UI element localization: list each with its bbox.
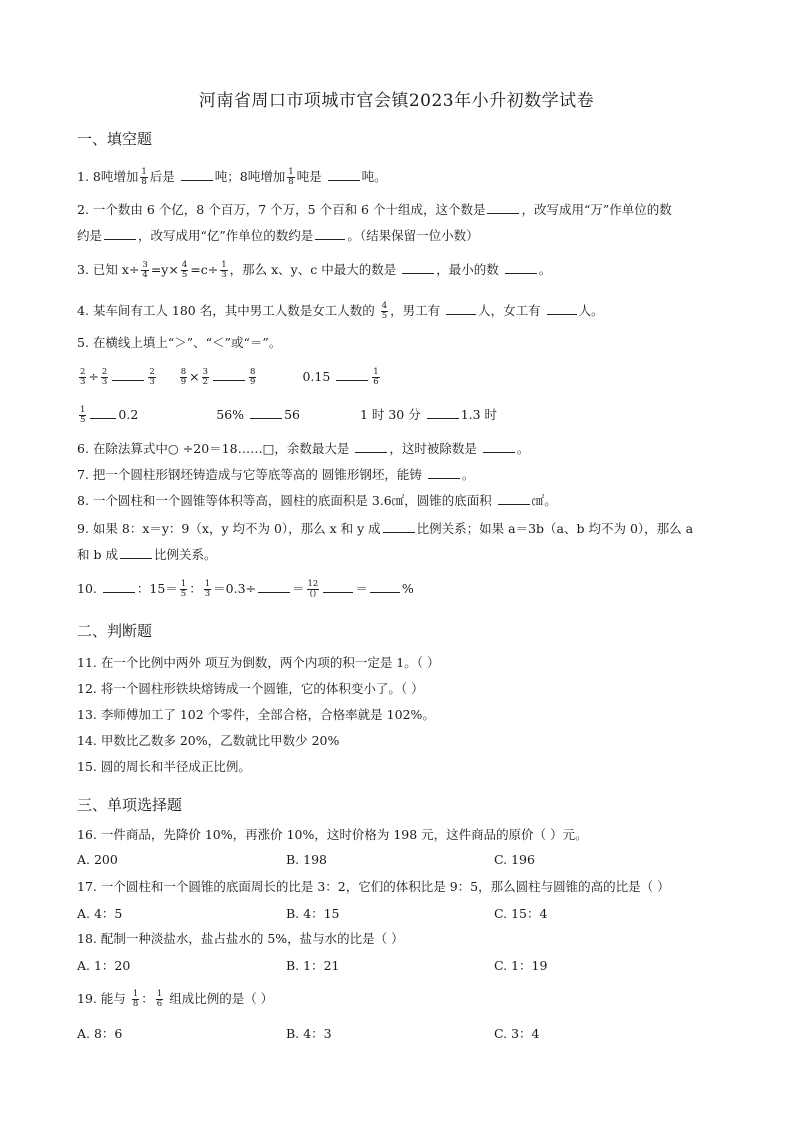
fraction: $\frac{1}{3}$: [204, 579, 211, 599]
option-c: C. 15：4: [494, 906, 548, 921]
question-5-row-1: $\frac{2}{3}$ ÷ $\frac{2}{3}$ $\frac{2}{3}$ $\frac{8}{9}$ × $\frac{3}{2}$ $\frac{8}{9}$ 0.15 $\frac{1}{6}$: [80, 367, 379, 387]
fraction: $\frac{4}{5}$: [381, 301, 388, 321]
option-a: A. 4：5: [77, 906, 123, 921]
section-heading-choice: 三、单项选择题: [77, 796, 183, 814]
fraction: $\frac{1}{6}$: [373, 367, 379, 387]
option-c: C. 196: [494, 852, 535, 867]
question-5-row-2: $\frac{1}{5}$ 0.2 56% 56 1 时 30 分 1.3 时: [80, 405, 498, 425]
question-4: 4. 某车间有工人 180 名，其中男工人数是女工人数的 $\frac{4}{5}$ ，男工有 人，女工有 人。: [77, 301, 604, 321]
fraction: $\frac{1}{3}$: [221, 260, 227, 280]
question-6: 6. 在除法算式中○ ÷20＝18……□，余数最大是 ，这时被除数是 。: [77, 441, 530, 456]
answer-blank: [315, 227, 345, 240]
option-b: B. 4：15: [286, 906, 340, 921]
answer-blank: [427, 406, 459, 419]
answer-blank: [355, 440, 387, 453]
answer-blank: [498, 492, 530, 505]
question-3: 3. 已知 x÷ $\frac{3}{4}$ =y× $\frac{4}{5}$ =c÷ $\frac{1}{3}$ ，那么 x、y、c 中最大的数是 ，最小的数 。: [77, 260, 552, 280]
option-a: A. 200: [77, 852, 118, 867]
answer-blank: [402, 261, 434, 274]
answer-blank: [328, 168, 360, 181]
fraction: $\frac{3}{4}$: [142, 260, 148, 280]
answer-blank: [483, 440, 515, 453]
option-c: C. 1：19: [494, 958, 548, 973]
answer-blank: [383, 520, 415, 533]
fraction: $\frac{2}{3}$: [101, 367, 108, 387]
answer-blank: [213, 368, 245, 381]
question-17: 17. 一个圆柱和一个圆锥的底面周长的比是 3：2，它们的体积比是 9：5，那么圆柱与圆锥的高的比是（ ）: [77, 879, 670, 894]
answer-blank: [103, 580, 135, 593]
answer-blank: [90, 406, 116, 419]
answer-blank: [336, 368, 368, 381]
answer-blank: [487, 201, 519, 214]
fraction: $\frac{1}{6}$: [156, 989, 163, 1009]
question-9-line-2: 和 b 成 比例关系。: [77, 547, 217, 562]
answer-blank: [428, 466, 460, 479]
answer-blank: [104, 227, 136, 240]
answer-blank: [547, 302, 577, 315]
option-b: B. 4：3: [286, 1026, 332, 1041]
section-heading-judge: 二、判断题: [77, 622, 153, 640]
fraction: $\frac{3}{2}$: [202, 367, 209, 387]
answer-blank: [112, 368, 144, 381]
answer-blank: [120, 546, 152, 559]
answer-blank: [258, 580, 290, 593]
option-c: C. 3：4: [494, 1026, 540, 1041]
answer-blank: [250, 406, 282, 419]
question-13: 13. 李师傅加工了 102 个零件，全部合格，合格率就是 102%。: [77, 707, 435, 722]
option-b: B. 198: [286, 852, 327, 867]
fraction: $\frac{1}{8}$: [288, 167, 294, 187]
question-10: 10. ：15＝ $\frac{1}{5}$ ： $\frac{1}{3}$ ＝0.3÷ ＝ $\frac{12}{()}$ ＝ %: [77, 579, 414, 599]
answer-blank: [370, 580, 400, 593]
question-18: 18. 配制一种淡盐水，盐占盐水的 5%，盐与水的比是（ ）: [77, 931, 404, 946]
question-1: 1. 8吨增加 $\frac{1}{8}$ 后是 吨；8吨增加 $\frac{1}{8}$ 吨是 吨。: [77, 167, 387, 187]
question-11: 11. 在一个比例中两外 项互为倒数，两个内项的积一定是 1。（ ）: [77, 655, 440, 670]
question-14: 14. 甲数比乙数多 20%，乙数就比甲数少 20%: [77, 733, 340, 748]
fraction: $\frac{4}{5}$: [181, 260, 188, 280]
question-16: 16. 一件商品，先降价 10%，再涨价 10%，这时价格为 198 元，这件商品的原价（ ）元。: [77, 827, 588, 842]
question-2-line-1: 2. 一个数由 6 个亿，8 个百万，7 个万，5 个百和 6 个十组成，这个数是 ，改写成用“万”作单位的数: [77, 202, 672, 217]
section-heading-fill: 一、填空题: [77, 130, 153, 148]
answer-blank: [505, 261, 537, 274]
question-15: 15. 圆的周长和半径成正比例。: [77, 759, 251, 774]
question-5: 5. 在横线上填上“＞”、“＜”或“＝”。: [77, 335, 282, 350]
question-19: 19. 能与 $\frac{1}{8}$ ： $\frac{1}{6}$ 组成比例的是（ ）: [77, 989, 274, 1009]
option-b: B. 1：21: [286, 958, 340, 973]
fraction: $\frac{1}{8}$: [141, 167, 147, 187]
fraction: $\frac{2}{3}$: [80, 367, 86, 387]
question-2-line-2: 约是 ，改写成用“亿”作单位的数约是 。（结果保留一位小数）: [77, 228, 479, 243]
fraction: $\frac{8}{9}$: [180, 367, 187, 387]
fraction: $\frac{8}{9}$: [250, 367, 256, 387]
fraction: $\frac{1}{8}$: [132, 989, 139, 1009]
fraction: $\frac{12}{()}$: [307, 579, 319, 599]
question-12: 12. 将一个圆柱形铁块熔铸成一个圆锥，它的体积变小了。（ ）: [77, 681, 424, 696]
question-9-line-1: 9. 如果 8：x＝y：9（x，y 均不为 0），那么 x 和 y 成 比例关系；如果 a＝3b（a、b 均不为 0），那么 a: [77, 521, 694, 536]
option-a: A. 8：6: [77, 1026, 123, 1041]
fraction: $\frac{1}{5}$: [180, 579, 187, 599]
answer-blank: [323, 580, 353, 593]
answer-blank: [446, 302, 476, 315]
fraction: $\frac{1}{5}$: [80, 405, 86, 425]
option-a: A. 1：20: [77, 958, 131, 973]
answer-blank: [181, 168, 213, 181]
question-8: 8. 一个圆柱和一个圆锥等体积等高，圆柱的底面积是 3.6㎠，圆锥的底面积 ㎠。: [77, 493, 557, 508]
page-title: 河南省周口市项城市官会镇2023年小升初数学试卷: [198, 91, 595, 111]
question-7: 7. 把一个圆柱形钢坯铸造成与它等底等高的 圆锥形钢坯，能铸 。: [77, 467, 475, 482]
fraction: $\frac{2}{3}$: [149, 367, 155, 387]
